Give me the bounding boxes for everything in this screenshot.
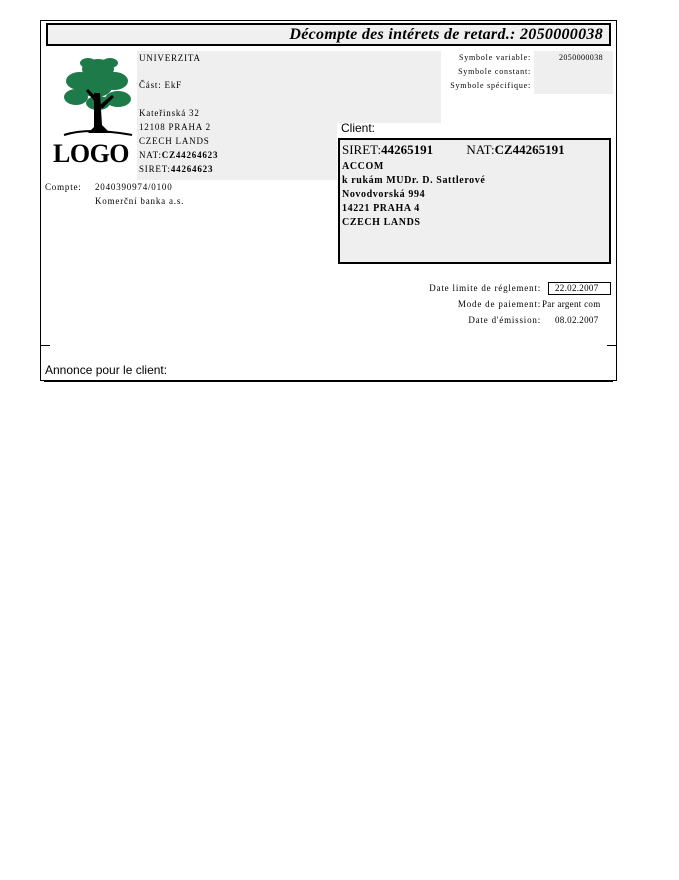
issuer-nat: [139, 150, 218, 160]
issuer-siret: [139, 164, 213, 174]
due-date-value: 22.02.2007: [555, 283, 599, 293]
tree-icon: [58, 55, 138, 140]
issuer-country: CZECH LANDS: [139, 136, 210, 146]
symbol-constant-label: Symbole constant:: [458, 67, 531, 76]
issuer-street: Kateřinská 32: [139, 108, 200, 118]
symbol-variable-value: 2050000038: [559, 53, 603, 62]
due-date-label: Date limite de réglement:: [429, 283, 541, 293]
title-bar: [46, 23, 611, 46]
issuer-nat-label: NAT:: [139, 150, 162, 160]
logo-text: LOGO: [53, 139, 130, 168]
issuer-nat-value: CZ44264623: [161, 150, 219, 160]
announcement-rule: [44, 380, 613, 382]
issuer-part: Část: EkF: [139, 80, 182, 90]
issuer-name: UNIVERZITA: [139, 53, 201, 63]
issue-date-value: 08.02.2007: [555, 315, 599, 325]
client-line: Novodvorská 994: [342, 189, 426, 200]
client-box: [338, 138, 611, 264]
client-ids: [342, 142, 565, 158]
client-heading: Client:: [341, 121, 376, 135]
client-siret-label: SIRET:: [342, 142, 382, 157]
right-tick: [607, 345, 617, 346]
symbol-specific-label: Symbole spécifique:: [450, 81, 531, 90]
symbol-variable-label: Symbole variable:: [458, 53, 531, 62]
client-nat-label: NAT:: [466, 142, 495, 157]
payment-mode-label: Mode de paiement:: [457, 299, 541, 309]
client-siret-value: 44265191: [381, 142, 434, 157]
account-number: 2040390974/0100: [95, 182, 173, 192]
bank-name: Komerční banka a.s.: [95, 196, 185, 206]
issuer-siret-value: 44264623: [170, 164, 214, 174]
issuer-siret-label: SIRET:: [139, 164, 171, 174]
client-line: k rukám MUDr. D. Sattlerové: [342, 175, 486, 186]
issue-date-label: Date d'émission:: [468, 315, 541, 325]
client-announcement: Annonce pour le client:: [45, 363, 168, 377]
payment-mode-value: Par argent com: [542, 299, 601, 309]
left-tick: [40, 345, 50, 346]
client-line: CZECH LANDS: [342, 217, 421, 228]
issuer-city: 12108 PRAHA 2: [139, 122, 211, 132]
client-line: 14221 PRAHA 4: [342, 203, 420, 214]
document-title: Décompte des intérets de retard.: 2050000038: [289, 26, 603, 43]
logo: [50, 55, 135, 175]
client-nat-value: CZ44265191: [494, 142, 565, 157]
client-line: ACCOM: [342, 161, 384, 172]
account-label: Compte:: [45, 182, 82, 192]
